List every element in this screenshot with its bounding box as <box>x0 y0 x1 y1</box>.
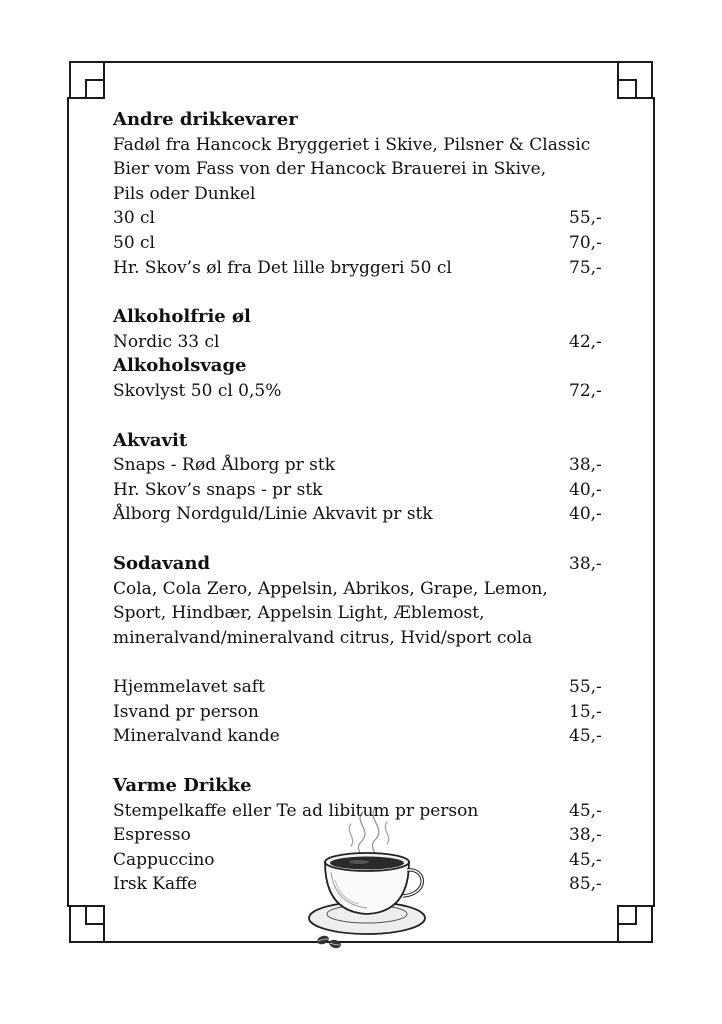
item-price: 38,- <box>569 825 602 846</box>
item-name: Hr. Skov’s snaps - pr stk <box>113 479 323 500</box>
item-price: 70,- <box>569 232 602 253</box>
item-name: Cappuccino <box>113 849 215 870</box>
item-name: Hr. Skov’s øl fra Det lille bryggeri 50 cl <box>113 257 452 278</box>
sodavand-description-line: mineralvand/mineralvand citrus, Hvid/sport cola <box>113 627 533 648</box>
menu-item <box>113 453 613 478</box>
item-name: Snaps - Rød Ålborg pr stk <box>113 455 336 476</box>
item-price: 55,- <box>569 208 602 229</box>
item-name: 30 cl <box>113 208 155 229</box>
item-name: Stempelkaffe eller Te ad libitum pr person <box>113 800 479 821</box>
item-price: 72,- <box>569 380 602 401</box>
menu-item <box>113 256 613 281</box>
item-name: 50 cl <box>113 232 155 253</box>
item-price: 42,- <box>569 331 602 352</box>
menu-item <box>113 379 613 404</box>
item-price: 45,- <box>569 726 602 747</box>
item-price: 40,- <box>569 479 602 500</box>
spacer <box>113 749 613 774</box>
item-price: 15,- <box>569 701 602 722</box>
item-name: Isvand pr person <box>113 701 259 722</box>
item-name: Espresso <box>113 825 191 846</box>
item-price: 38,- <box>569 455 602 476</box>
menu-item <box>113 724 613 749</box>
spacer <box>113 404 613 429</box>
section-title-varme: Varme Drikke <box>113 775 252 797</box>
menu-item <box>113 330 613 355</box>
item-name: Mineralvand kande <box>113 726 280 747</box>
menu-item <box>113 502 613 527</box>
item-name: Skovlyst 50 cl 0,5% <box>113 380 282 401</box>
menu-item <box>113 675 613 700</box>
item-price: 85,- <box>569 874 602 895</box>
section-title-alkoholfrie: Alkoholfrie øl <box>113 306 251 328</box>
andre-description-line: Bier vom Fass von der Hancock Brauerei in Skive, <box>113 159 547 180</box>
menu-item <box>113 206 613 231</box>
item-price: 40,- <box>569 504 602 525</box>
spacer <box>113 650 613 675</box>
item-name: Nordic 33 cl <box>113 331 220 352</box>
section-title-sodavand: Sodavand <box>113 552 211 574</box>
item-price: 38,- <box>569 553 602 574</box>
sodavand-description-line: Cola, Cola Zero, Appelsin, Abrikos, Grape, Lemon, <box>113 578 548 599</box>
item-name: Irsk Kaffe <box>113 874 198 895</box>
item-price: 45,- <box>569 800 602 821</box>
item-name: Hjemmelavet saft <box>113 677 265 698</box>
section-title-akvavit: Akvavit <box>113 429 188 451</box>
item-price: 45,- <box>569 849 602 870</box>
item-price: 75,- <box>569 257 602 278</box>
section-title-alkoholsvage: Alkoholsvage <box>113 355 247 377</box>
sodavand-description-line: Sport, Hindbær, Appelsin Light, Æblemost, <box>113 603 485 624</box>
item-name: Ålborg Nordguld/Linie Akvavit pr stk <box>113 504 433 525</box>
item-price: 55,- <box>569 677 602 698</box>
menu-content <box>113 108 613 897</box>
menu-item <box>113 478 613 503</box>
spacer <box>113 280 613 305</box>
section-title-andre: Andre drikkevarer <box>113 109 298 130</box>
coffee-cup-icon <box>295 800 445 950</box>
menu-item <box>113 700 613 725</box>
andre-description-line: Fadøl fra Hancock Bryggeriet i Skive, Pilsner & Classic <box>113 134 591 155</box>
spacer <box>113 527 613 552</box>
menu-item <box>113 231 613 256</box>
andre-description-line: Pils oder Dunkel <box>113 183 256 204</box>
menu-item <box>113 552 613 577</box>
